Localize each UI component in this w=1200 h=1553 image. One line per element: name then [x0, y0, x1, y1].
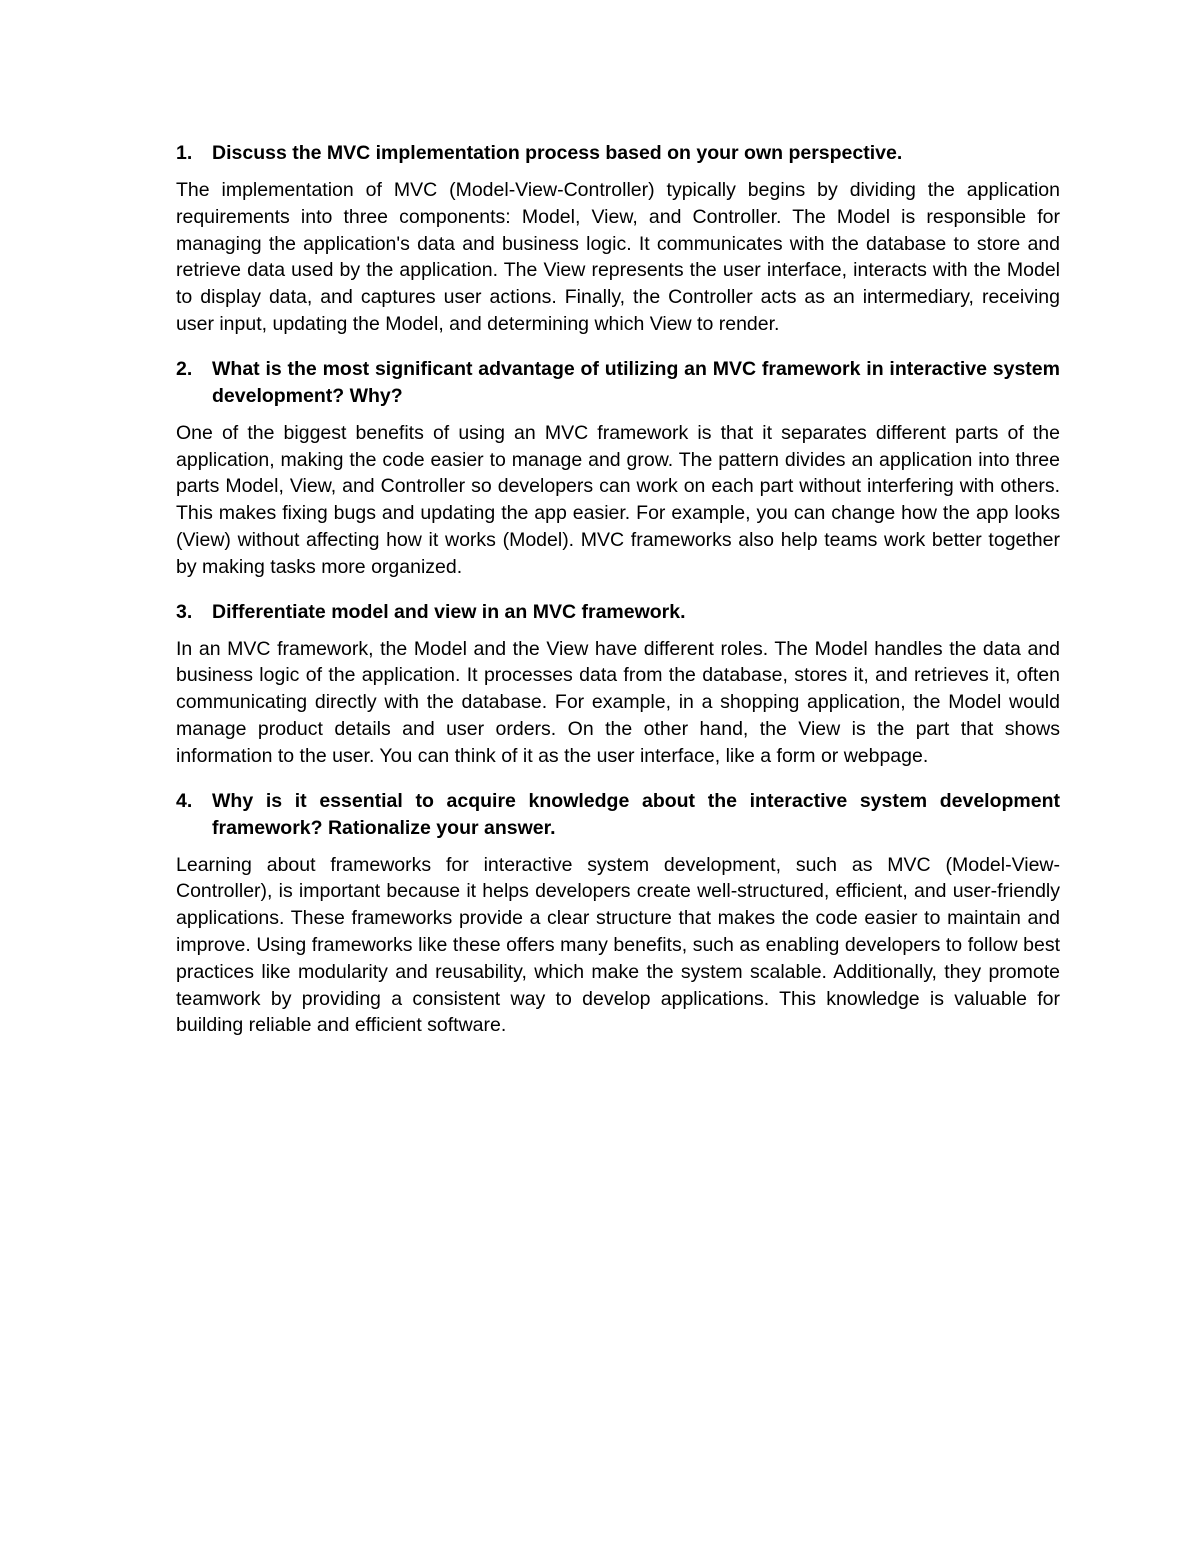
answer-4: Learning about frameworks for interactive system development, such as MVC (Model-View-Controller), is important because it helps developers create well-structured, efficient, and user-friendly applications. These frameworks provide a clear structure that makes the code easier to maintain and improve. Using frameworks like these offers many benefits, such as enabling developers to follow best practices like modularity and reusability, which make the system scalable. Additionally, they promote teamwork by providing a consistent way to develop applications. This knowledge is valuable for building reliable and efficient software. — [176, 853, 1060, 1037]
question-number: 4. — [176, 789, 193, 812]
question-number: 2. — [176, 357, 193, 380]
question-text: Why is it essential to acquire knowledge about the interactive system development framework? Rationalize your answer. — [212, 789, 1060, 839]
question-text: Discuss the MVC implementation process based on your own perspective. — [212, 142, 903, 164]
answer-2: One of the biggest benefits of using an MVC framework is that it separates different parts of the application, making the code easier to manage and grow. The pattern divides an application into three parts Model, View, and Controller so developers can work on each part without interfering with others. This makes fixing bugs and updating the app easier. For example, you can change how the app looks (View) without affecting how it works (Model). MVC frameworks also help teams work better together by making tasks more organized. — [176, 421, 1060, 578]
answer-3: In an MVC framework, the Model and the View have different roles. The Model handles the data and business logic of the application. It processes data from the database, stores it, and retrieves it, often communicating directly with the database. For example, in a shopping application, the Model would manage product details and user orders. On the other hand, the View is the part that shows information to the user. You can think of it as the user interface, like a form or webpage. — [176, 637, 1060, 767]
question-4 — [176, 788, 1060, 842]
answer-1: The implementation of MVC (Model-View-Controller) typically begins by dividing the application requirements into three components: Model, View, and Controller. The Model is responsible for managing the application's data and business logic. It communicates with the database to store and retrieve data used by the application. The View represents the user interface, interacts with the Model to display data, and captures user actions. Finally, the Controller acts as an intermediary, receiving user input, updating the Model, and determining which View to render. — [176, 179, 1060, 335]
question-text: Differentiate model and view in an MVC framework. — [212, 600, 686, 623]
question-number: 1. — [176, 142, 193, 164]
document-page — [176, 140, 1060, 1057]
question-text: What is the most significant advantage of utilizing an MVC framework in interactive system development? Why? — [212, 357, 1060, 407]
question-2 — [176, 356, 1060, 410]
question-number: 3. — [176, 600, 193, 623]
question-3 — [176, 599, 1060, 626]
question-1 — [176, 140, 1060, 167]
